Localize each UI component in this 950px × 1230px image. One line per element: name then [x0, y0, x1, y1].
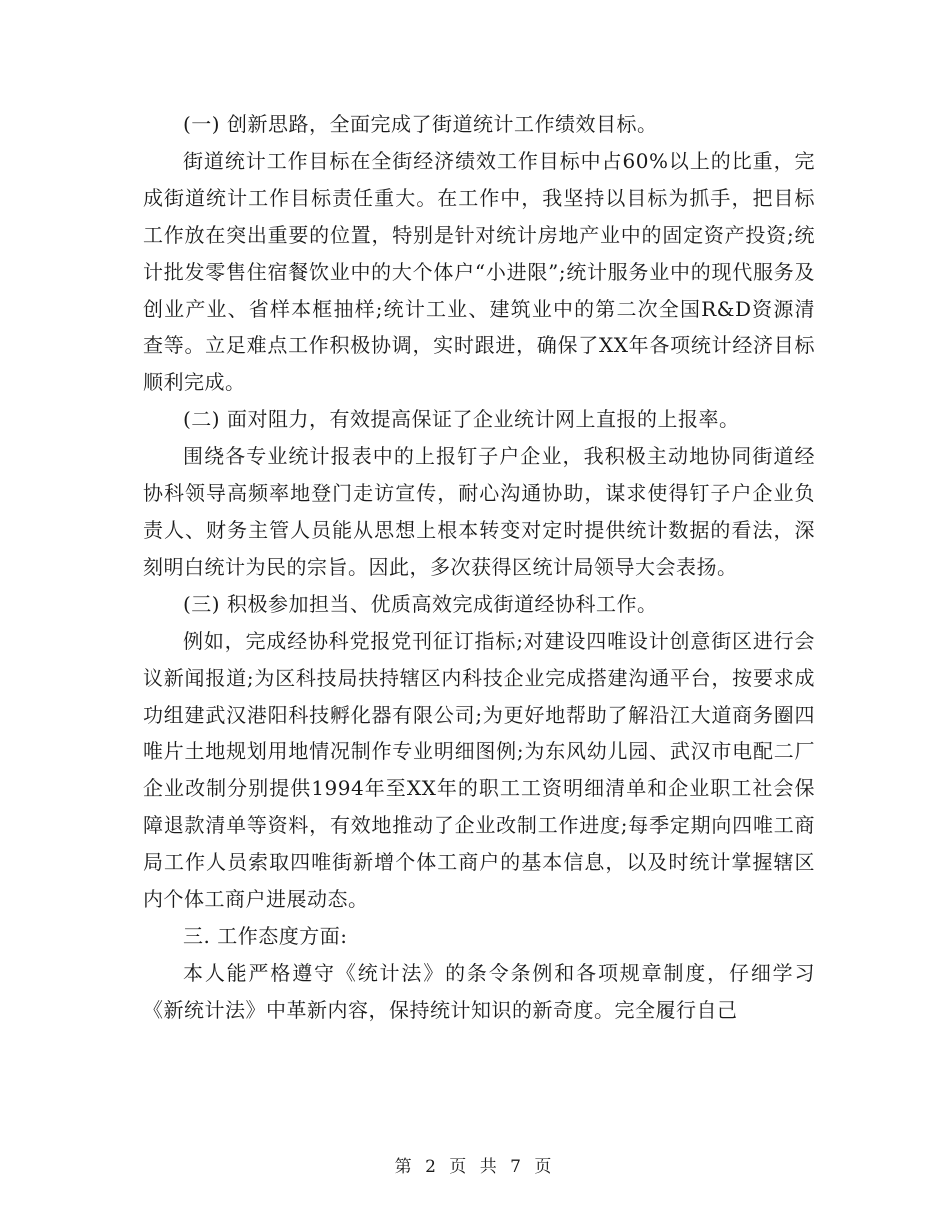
body-paragraph-2: 围绕各专业统计报表中的上报钉子户企业，我积极主动地协同街道经协科领导高频率地登门走访宣传，耐心沟通协助，谋求使得钉子户企业负责人、财务主管人员能从思想上根本转变对定时提供统计数据的看法，深刻明白统计为民的宗旨。因此，多次获得区统计局领导大会表扬。 — [143, 444, 815, 579]
body-paragraph-3: 例如，完成经协科党报党刊征订指标;对建设四唯设计创意街区进行会议新闻报道;为区科技局扶持辖区内科技企业完成搭建沟通平台，按要求成功组建武汉港阳科技孵化器有限公司;为更好地帮助了解沿江大道商务圈四唯片土地规划用地情况制作专业明细图例;为东风幼儿园、武汉市电配二厂企业改制分别提供1994年至XX年的职工工资明细清单和企业职工社会保障退款清单等资料，有效地推动了企业改制工作进度;每季定期向四唯工商局工作人员索取四唯街新增个体工商户的基本信息，以及时统计掌握辖区内个体工商户进展动态。 — [143, 628, 815, 912]
section-heading-2: (二) 面对阻力，有效提高保证了企业统计网上直报的上报率。 — [183, 407, 740, 432]
body-paragraph-4: 本人能严格遵守《统计法》的条令条例和各项规章制度，仔细学习《新统计法》中革新内容，保持统计知识的新奇度。完全履行自己 — [143, 960, 815, 1022]
page-number-footer: 第 2 页 共 7 页 — [394, 1157, 556, 1177]
section-heading-1: (一) 创新思路，全面完成了街道统计工作绩效目标。 — [183, 112, 658, 136]
body-paragraph-1: 街道统计工作目标在全街经济绩效工作目标中占60%以上的比重，完成街道统计工作目标责任重大。在工作中，我坚持以目标为抓手，把目标工作放在突出重要的位置，特别是针对统计房地产业中的固定资产投资;统计批发零售住宿餐饮业中的大个体户“小进限”;统计服务业中的现代服务及创业产业、省样本框抽样;统计工业、建筑业中的第二次全国R&D资源清查等。立足难点工作积极协调，实时跟进，确保了XX年各项统计经济目标顺利完成。 — [143, 148, 815, 395]
section-heading-3: (三) 积极参加担当、优质高效完成街道经协科工作。 — [183, 591, 658, 616]
document-body — [143, 106, 815, 1029]
section-heading-4: 三. 工作态度方面: — [183, 923, 348, 948]
